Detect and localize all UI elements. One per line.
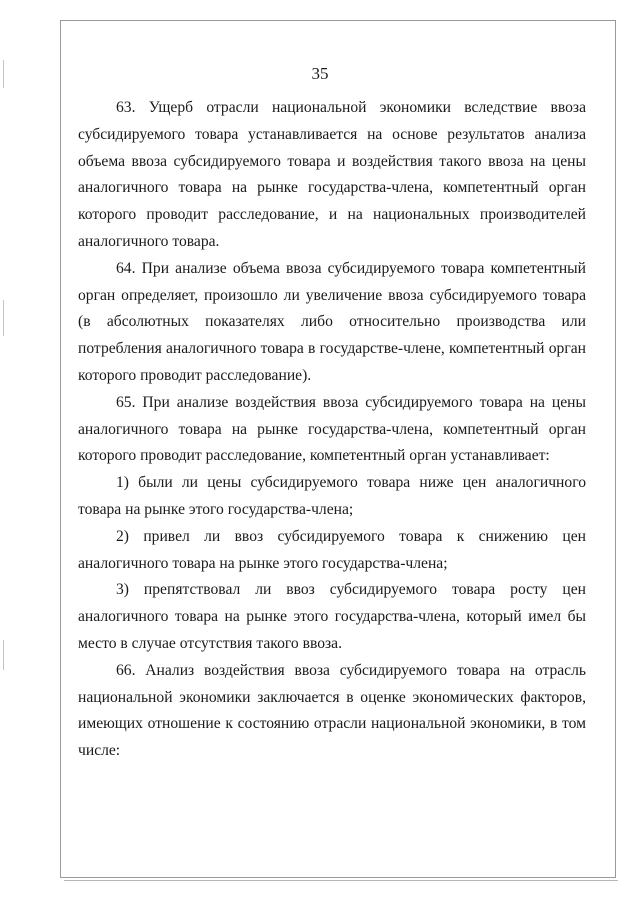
paragraph-64: 64. При анализе объема ввоза субсидируемого товара компетентный орган определяет, произошло ли увеличение ввоза субсидируемого товара (в абсолютных показателях либо относительно производства или потребления аналогичного товара в государстве-члене, компетентный орган которого проводит расследование). — [78, 259, 586, 384]
list-item-3: 3) препятствовал ли ввоз субсидируемого товара росту цен аналогичного товара на рынке этого государства-члена, который имел бы место в случае отсутствия такого ввоза. — [78, 581, 586, 652]
paragraph-63: 63. Ущерб отрасли национальной экономики вследствие ввоза субсидируемого товара устанавливается на основе результатов анализа объема ввоза субсидируемого товара и воздействия такого ввоза на цены аналогичного товара на рынке государства-члена, компетентный орган которого проводит расследование, и на национальных производителей аналогичного товара. — [78, 99, 586, 250]
document-body — [78, 95, 586, 765]
list-item-1: 1) были ли цены субсидируемого товара ниже цен аналогичного товара на рынке этого государства-члена; — [78, 474, 586, 518]
paragraph-66: 66. Анализ воздействия ввоза субсидируемого товара на отрасль национальной экономики заключается в оценке экономических факторов, имеющих отношение к состоянию отрасли национальной экономики, в том числе: — [78, 661, 586, 760]
scan-margin-mark — [3, 300, 4, 336]
list-item-2: 2) привел ли ввоз субсидируемого товара к снижению цен аналогичного товара на рынке этого государства-члена; — [78, 527, 586, 572]
page-number: 35 — [311, 64, 329, 83]
scan-margin-mark — [3, 640, 4, 670]
paragraph-65: 65. При анализе воздействия ввоза субсидируемого товара на цены аналогичного товара на рынке государства-члена, компетентный орган которого проводит расследование, компетентный орган устанавливает: — [78, 393, 586, 465]
